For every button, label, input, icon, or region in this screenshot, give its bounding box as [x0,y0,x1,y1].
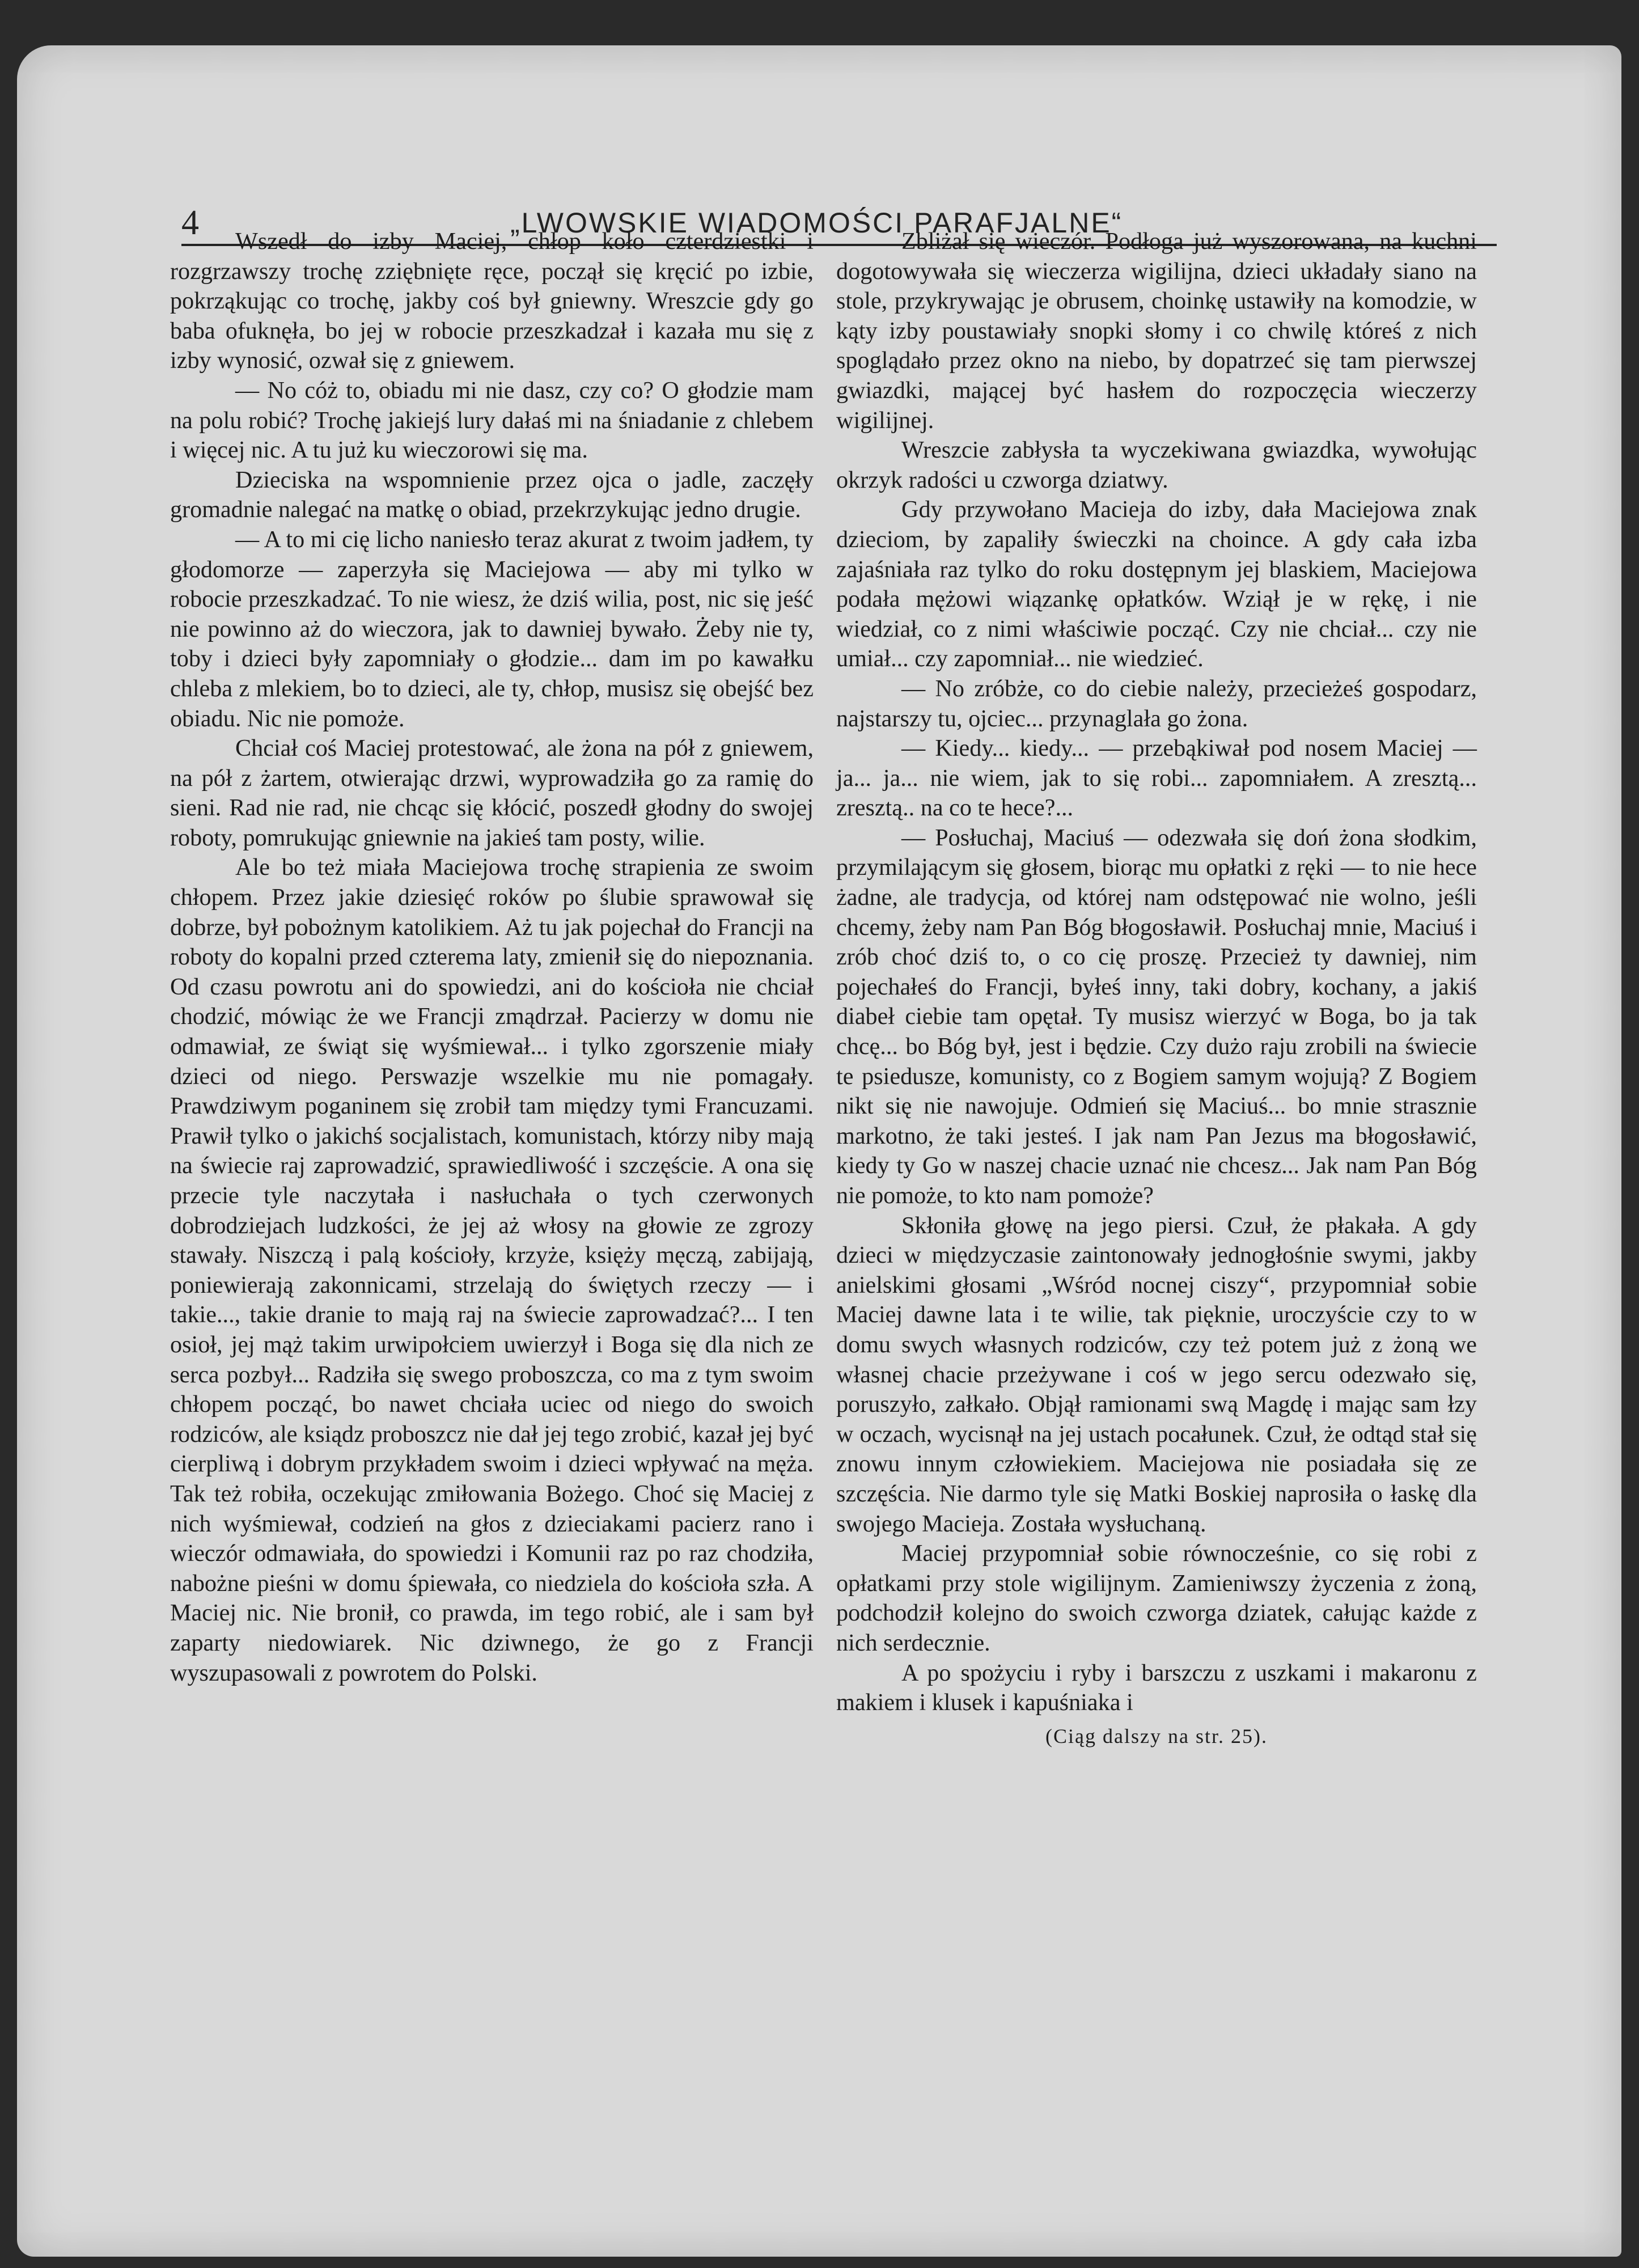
paragraph: Zbliżał się wieczór. Podłoga już wyszorowana, na kuchni dogotowywała się wieczerza wigilijna, dzieci układały siano na stole, przykrywając je obrusem, choinkę ustawiły na komodzie, w kąty izby poustawiały snopki słomy i co chwilę któreś z nich spoglądało przez okno na niebo, by dopatrzeć się tam pierwszej gwiazdki, mającej być hasłem do rozpoczęcia wieczerzy wigilijnej. [836,228,1477,434]
paragraph: — Posłuchaj, Maciuś — odezwała się doń żona słodkim, przymilającym się głosem, biorąc mu opłatki z ręki — to nie hece żadne, ale tradycja, od której nam odstępować nie wolno, jeśli chcemy, żeby nam Pan Bóg błogosławił. Posłuchaj mnie, Maciuś i zrób choć dziś to, o co cię proszę. Przecież ty dawniej, nim pojechałeś do Francji, byłeś inny, taki dobry, kochany, a jakiś diabeł ciebie tam opętał. Ty musisz wierzyć w Boga, bo ja tak chcę... bo Bóg był, jest i będzie. Czy dużo raju zrobili na świecie te psiedusze, komunisty, co z Bogiem samym wojują? Z Bogiem nikt się nie nawojuje. Odmień się Maciuś... bo mnie strasznie markotno, że taki jesteś. I jak nam Pan Jezus ma błogosławić, kiedy ty Go w naszej chacie uznać nie chcesz... Jak nam Pan Bóg nie pomoże, to kto nam pomoże? [836,824,1477,1209]
paragraph: Wszedł do izby Maciej, chłop koło czterdziestki i rozgrzawszy trochę zziębnięte ręce, począł się kręcić po izbie, pokrząkując co trochę, jakby coś był gniewny. Wreszcie gdy go baba ofuknęła, bo jej w robocie przeszkadzał i kazała mu się z izby wynosić, ozwał się z gniewem. [170,228,814,374]
journal-title: „LWOWSKIE WIADOMOŚCI PARAFJALNE“ [510,207,1123,239]
continuation-note: (Ciąg dalszy na str. 25). [1045,1724,1268,1747]
paragraph: — A to mi cię licho naniesło teraz akurat z twoim jadłem, ty głodomorze — zaperzyła się Maciejowa — aby mi tylko w robocie przeszkadzać. To nie wiesz, że dziś wilia, post, nic się jeść nie powinno aż do wieczora, jak to dawniej bywało. Żeby nie ty, toby i dzieci były zapomniały o głodzie... dam im po kawałku chleba z mlekiem, bo to dzieci, ale ty, chłop, musisz się obejść bez obiadu. Nic nie pomoże. [170,526,814,732]
page-number: 4 [181,204,199,242]
paragraph: Maciej przypomniał sobie równocześnie, co się robi z opłatkami przy stole wigilijnym. Zamieniwszy życzenia z żoną, podchodził kolejno do swoich czworga dziatek, całując każde z nich serdecznie. [836,1540,1477,1656]
paragraph: Dzieciska na wspomnienie przez ojca o jadle, zaczęły gromadnie nalegać na matkę o obiad, przekrzykując jedno drugie. [170,466,814,523]
paragraph: Ale bo też miała Maciejowa trochę strapienia ze swoim chłopem. Przez jakie dziesięć roków po ślubie sprawował się dobrze, był pobożnym katolikiem. Aż tu jak pojechał do Francji na roboty do kopalni przed czterema laty, zmienił się do niepoznania. Od czasu powrotu ani do spowiedzi, ani do kościoła nie chciał chodzić, mówiąc że we Francji zmądrzał. Pacierzy w domu nie odmawiał, ze świąt się wyśmiewał... i tylko zgorszenie miały dzieci od niego. Perswazje wszelkie mu nie pomagały. Prawdziwym poganinem się zrobił tam między tymi Francuzami. Prawił tylko o jakichś socjalistach, komunistach, którzy niby mają na świecie raj zaprowadzić, sprawiedliwość i szczęście. A ona się przecie tyle naczytała i nasłuchała o tych czerwonych dobrodziejach ludzkości, że jej aż włosy na głowie ze zgrozy stawały. Niszczą i palą kościoły, krzyże, księży męczą, zabijają, poniewierają zakonnicami, strzelają do świętych rzeczy — i takie..., takie dranie to mają raj na świecie zaprowadzać?... I ten osioł, jej mąż takim urwipołciem uwierzył i Boga się dla nich ze serca pozbył... Radziła się swego proboszcza, co ma z tym swoim chłopem począć, bo nawet chciała uciec od niego do swoich rodziców, ale ksiądz proboszcz nie dał jej tego zrobić, kazał jej być cierpliwą i dobrym przykładem swoim i dzieci wpływać na męża. Tak też robiła, oczekując zmiłowania Bożego. Choć się Maciej z nich wyśmiewał, codzień na głos z dzieciakami pacierz rano i wieczór odmawiała, do spowiedzi i Komunii raz po raz chodziła, nabożne pieśni w domu śpiewała, co niedziela do kościoła szła. A Maciej nic. Nie bronił, co prawda, im tego robić, ale i sam był zaparty niedowiarek. Nic dziwnego, że go z Francji wyszupasowali z powrotem do Polski. [170,854,814,1686]
paragraph: Wreszcie zabłysła ta wyczekiwana gwiazdka, wywołując okrzyk radości u czworga dziatwy. [836,437,1477,493]
paragraph: A po spożyciu i ryby i barszczu z uszkami i makaronu z makiem i klusek i kapuśniaka i [836,1659,1477,1716]
paragraph: — Kiedy... kiedy... — przebąkiwał pod nosem Maciej — ja... ja... nie wiem, jak to się robi... zapomniałem. A zresztą... zresztą.. na co te hece?... [836,735,1477,822]
paragraph: — No cóż to, obiadu mi nie dasz, czy co? O głodzie mam na polu robić? Trochę jakiejś lury dałaś mi na śniadanie z chlebem i więcej nic. A tu już ku wieczorowi się ma. [170,376,814,464]
right-column [836,227,1477,1751]
paragraph: — No zróbże, co do ciebie należy, przecieżeś gospodarz, najstarszy tu, ojciec... przynaglała go żona. [836,675,1477,732]
paragraph: Skłoniła głowę na jego piersi. Czuł, że płakała. A gdy dzieci w międzyczasie zaintonowały jednogłośnie swymi, jakby anielskimi głosami „Wśród nocnej ciszy“, przypomniał sobie Maciej dawne lata i te wilie, tak pięknie, uroczyście czy to w domu swych własnych rodziców, czy też potem już z żoną we własnej chacie przeżywane i coś w jego sercu odezwało się, poruszyło, załkało. Objął ramionami swą Magdę i mając sam łzy w oczach, wycisnął na jej ustach pocałunek. Czuł, że odtąd stał się znowu innym człowiekiem. Maciejowa nie posiadała się ze szczęścia. Nie darmo tyle się Matki Boskiej naprosiła o łaskę dla swojego Macieja. Została wysłuchaną. [836,1212,1477,1537]
paragraph: Chciał coś Maciej protestować, ale żona na pół z gniewem, na pół z żartem, otwierając drzwi, wyprowadziła go za ramię do sieni. Rad nie rad, nie chcąc się kłócić, poszedł głodny do swojej roboty, pomrukując gniewnie na jakieś tam posty, wilie. [170,735,814,851]
paragraph: Gdy przywołano Macieja do izby, dała Maciejowa znak dzieciom, by zapaliły świeczki na choince. A gdy cała izba zajaśniała raz tylko do roku dostępnym jej blaskiem, Maciejowa podała mężowi wiązankę opłatków. Wziął je w rękę, i nie wiedział, co z nimi właściwie począć. Czy nie chciał... czy nie umiał... czy zapomniał... nie wiedzieć. [836,496,1477,672]
left-column [170,227,814,1688]
